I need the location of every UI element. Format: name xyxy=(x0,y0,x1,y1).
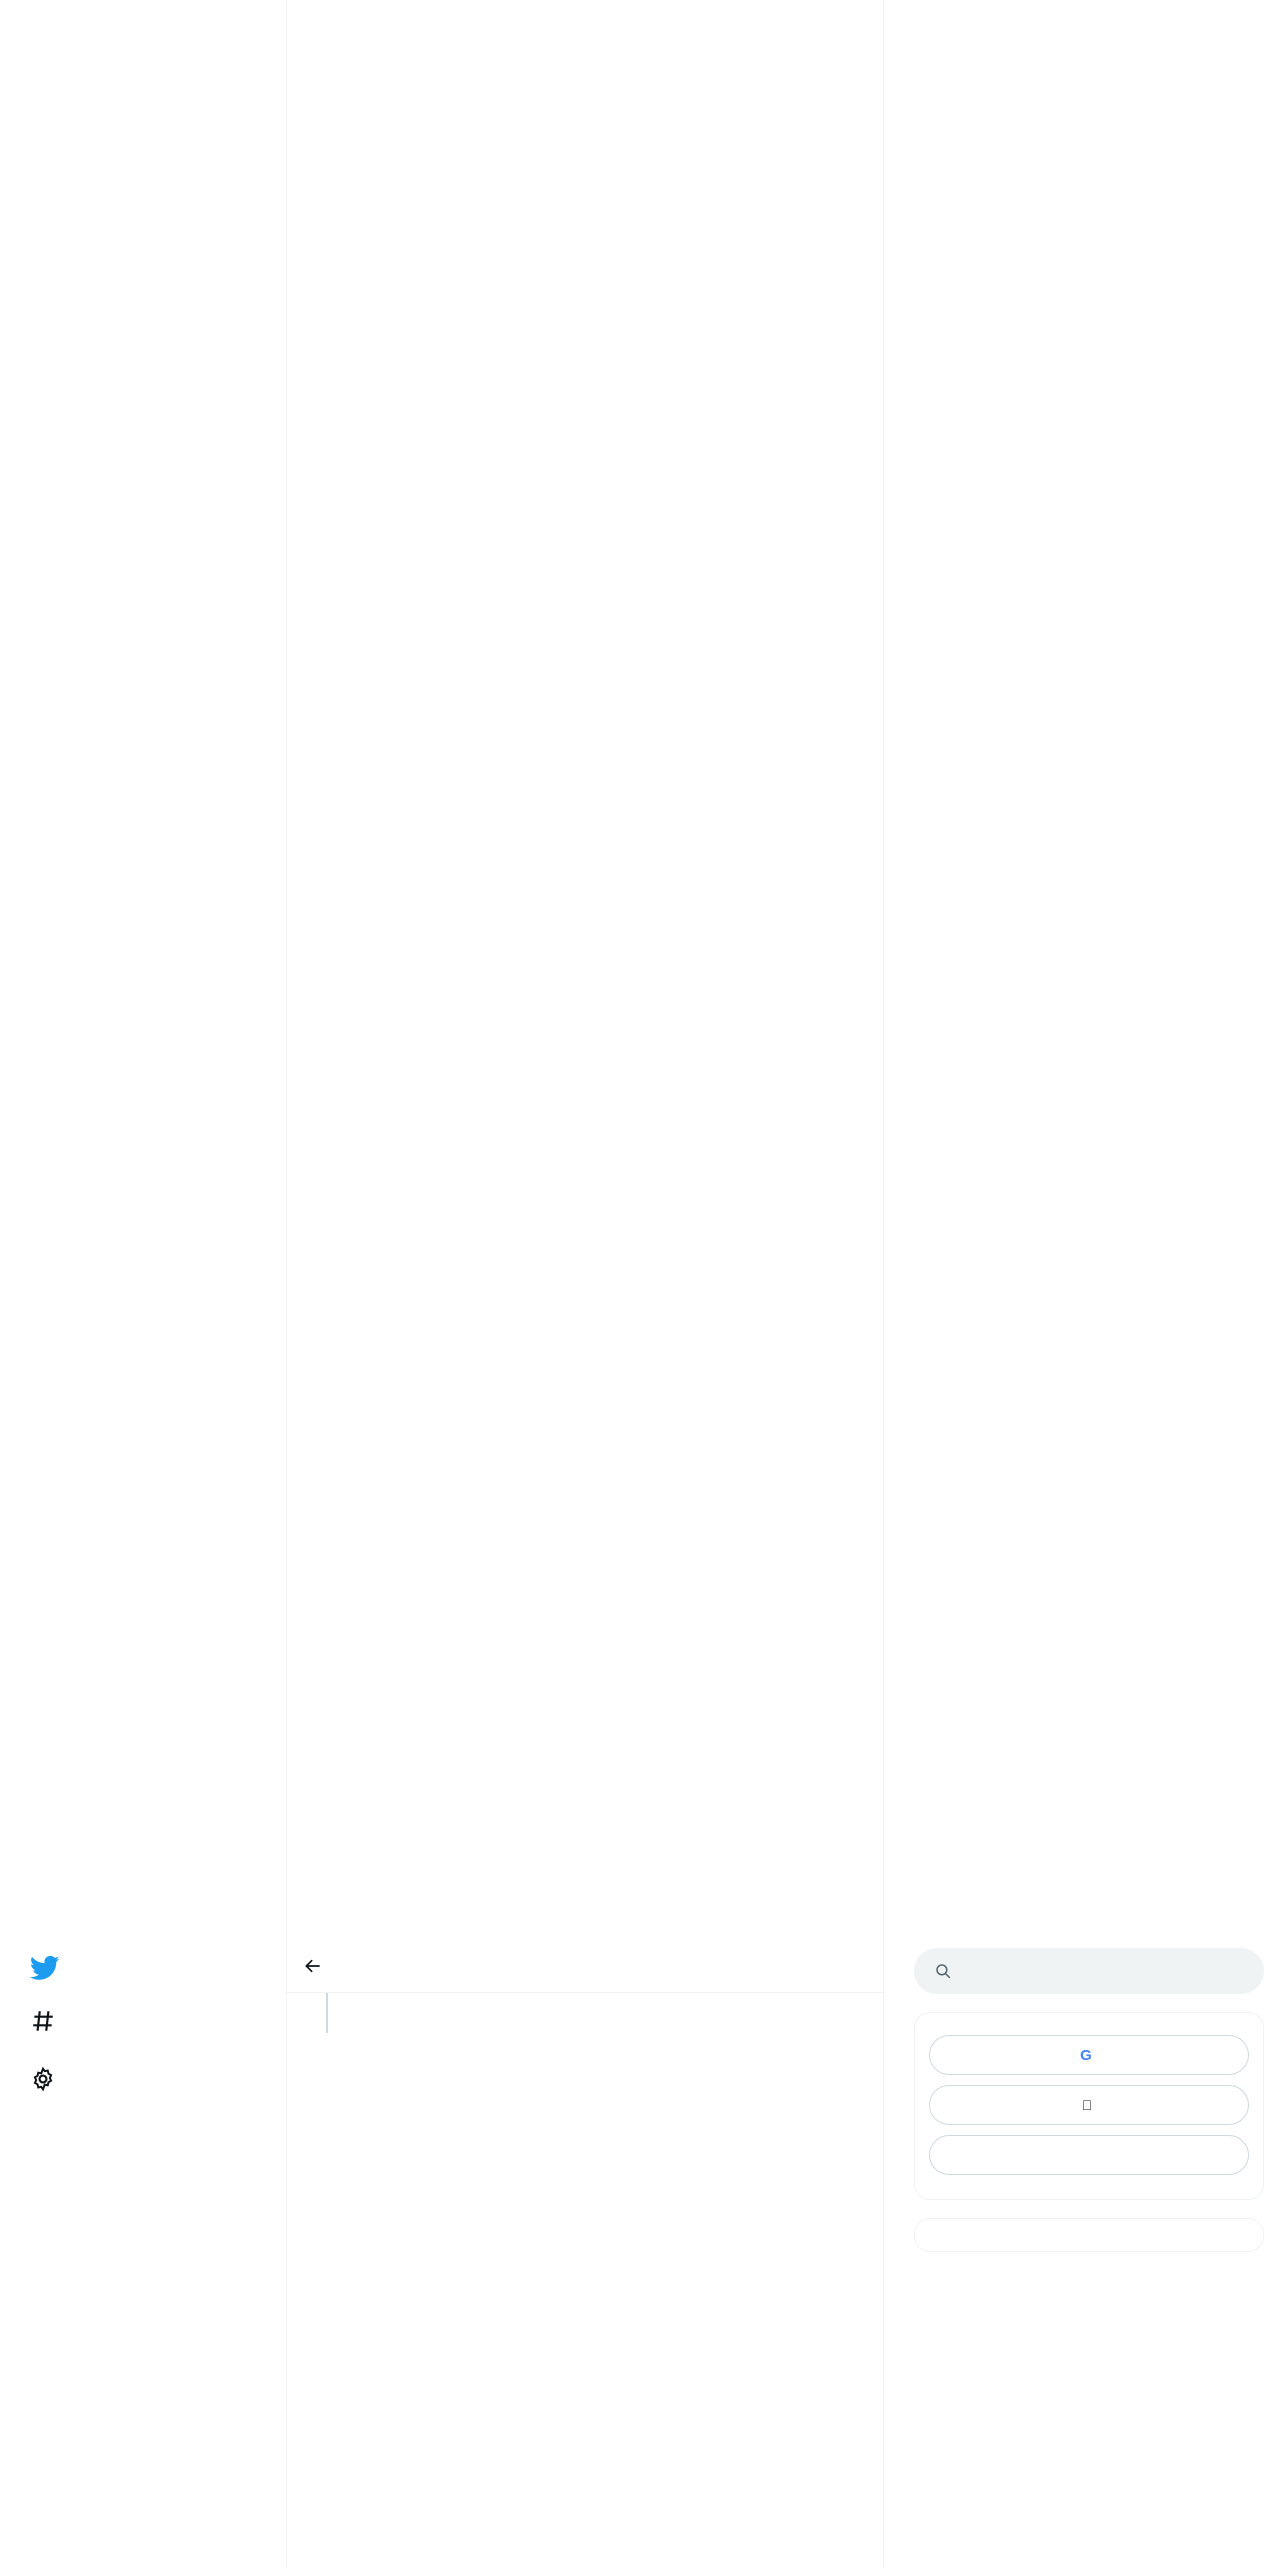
search-icon xyxy=(934,1962,952,1980)
google-icon: G xyxy=(1080,2046,1092,2064)
relevant-accounts-card xyxy=(914,2218,1264,2252)
gear-icon xyxy=(30,2066,56,2092)
hashtag-icon xyxy=(30,2008,56,2034)
signup-card xyxy=(914,2012,1264,2200)
back-arrow-icon[interactable] xyxy=(303,1956,323,1976)
page-header xyxy=(287,1940,883,1993)
google-signup-button[interactable] xyxy=(929,2035,1249,2075)
nav-explore[interactable] xyxy=(30,1992,76,2050)
timeline-column-lower xyxy=(286,1940,884,2568)
twitter-logo-icon[interactable] xyxy=(30,1948,76,1988)
side-nav xyxy=(30,1940,76,2108)
apple-signup-button[interactable] xyxy=(929,2085,1249,2125)
timeline-column xyxy=(286,0,884,1940)
apple-icon xyxy=(1082,2097,1093,2113)
nav-settings[interactable] xyxy=(30,2050,76,2108)
phone-signup-button[interactable] xyxy=(929,2135,1249,2175)
search-input[interactable] xyxy=(914,1948,1264,1994)
right-sidebar xyxy=(914,1940,1264,2252)
tweet-actions-continued xyxy=(287,1993,883,2041)
